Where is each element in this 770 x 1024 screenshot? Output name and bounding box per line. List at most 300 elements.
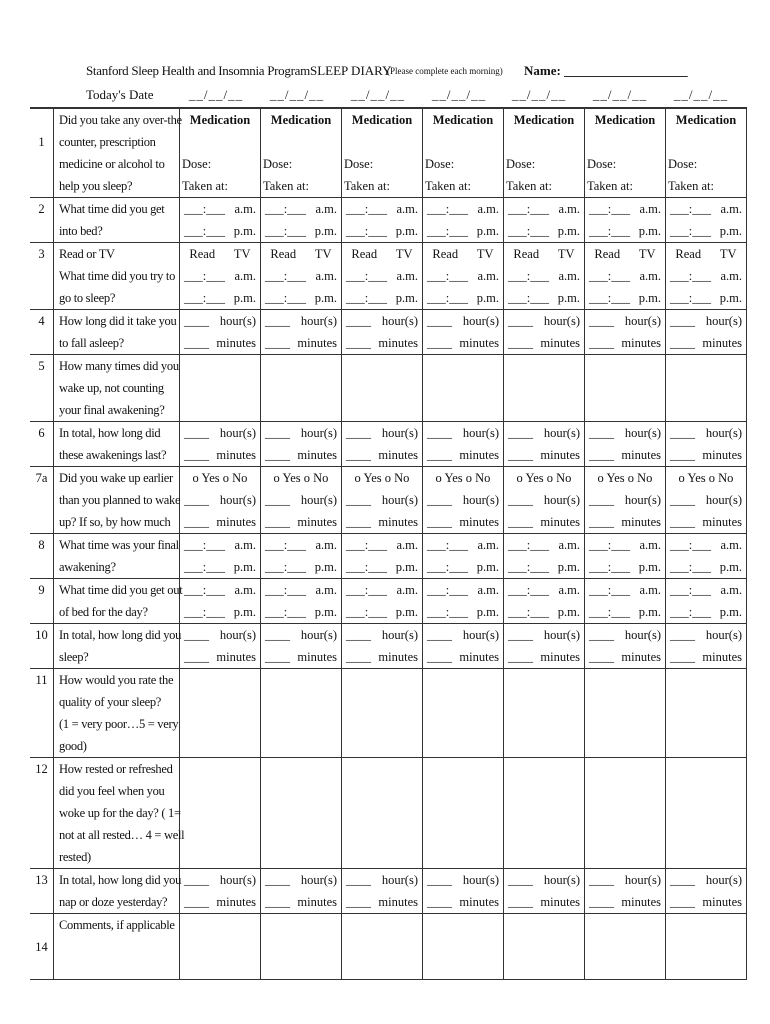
question-text: [54, 869, 180, 914]
day-cell[interactable]: [423, 669, 504, 758]
hours-field[interactable]: ____: [346, 493, 371, 507]
minutes-field[interactable]: ____: [427, 650, 452, 664]
tv-option[interactable]: TV: [638, 247, 656, 261]
cell-line: [342, 265, 422, 287]
yes-no-option[interactable]: o Yes o No: [273, 471, 329, 485]
hours-label: hour(s): [381, 873, 418, 887]
day-cell[interactable]: [585, 914, 666, 980]
yes-no-option[interactable]: o Yes o No: [354, 471, 410, 485]
question-number: [30, 467, 54, 534]
cell-line: [423, 489, 503, 511]
hours-field[interactable]: ____: [589, 426, 614, 440]
time-field[interactable]: ___:___: [427, 605, 468, 619]
read-option[interactable]: Read: [270, 247, 297, 261]
day-cell[interactable]: [180, 914, 261, 980]
time-field[interactable]: ___:___: [670, 202, 711, 216]
day-cell[interactable]: [180, 669, 261, 758]
minutes-field[interactable]: ____: [184, 336, 209, 350]
cell-line: [57, 646, 179, 668]
time-field[interactable]: ___:___: [265, 560, 306, 574]
day-cell: [423, 422, 504, 467]
hours-field[interactable]: ____: [346, 873, 371, 887]
read-option[interactable]: Read: [675, 247, 702, 261]
day-cell[interactable]: [585, 669, 666, 758]
time-field[interactable]: ___:___: [508, 560, 549, 574]
minutes-field[interactable]: ____: [670, 515, 695, 529]
tv-option[interactable]: TV: [557, 247, 575, 261]
time-field[interactable]: ___:___: [427, 202, 468, 216]
hours-label: hour(s): [462, 873, 499, 887]
pm-label: p.m.: [233, 291, 256, 305]
day-cell: [423, 579, 504, 624]
time-field[interactable]: ___:___: [589, 560, 630, 574]
dose-field[interactable]: Dose:: [668, 157, 698, 171]
minutes-label: minutes: [702, 336, 742, 350]
question-line: How long did it take you: [59, 314, 177, 328]
minutes-field[interactable]: ____: [427, 336, 452, 350]
time-field[interactable]: ___:___: [265, 291, 306, 305]
question-row: [30, 198, 747, 243]
time-field[interactable]: ___:___: [670, 560, 711, 574]
time-field[interactable]: ___:___: [589, 583, 630, 597]
minutes-field[interactable]: ____: [508, 448, 533, 462]
time-field[interactable]: ___:___: [427, 291, 468, 305]
cell-line: [504, 198, 584, 220]
time-field[interactable]: ___:___: [184, 224, 225, 238]
hours-field[interactable]: ____: [508, 873, 533, 887]
question-line: What time did you try to: [59, 269, 176, 283]
time-field[interactable]: ___:___: [346, 202, 387, 216]
day-cell[interactable]: [423, 758, 504, 869]
minutes-field[interactable]: ____: [670, 336, 695, 350]
hours-field[interactable]: ____: [265, 314, 290, 328]
cell-line: [180, 198, 260, 220]
pm-label: p.m.: [395, 605, 418, 619]
minutes-field[interactable]: ____: [589, 515, 614, 529]
pm-label: p.m.: [314, 605, 337, 619]
day-cell: [585, 624, 666, 669]
minutes-label: minutes: [378, 515, 418, 529]
day-cell[interactable]: [342, 914, 423, 980]
yes-no-option[interactable]: o Yes o No: [192, 471, 248, 485]
hours-label: hour(s): [300, 314, 337, 328]
question-line: How rested or refreshed: [59, 762, 173, 776]
minutes-field[interactable]: ____: [265, 448, 290, 462]
question-row: [30, 869, 747, 914]
tv-option[interactable]: TV: [395, 247, 413, 261]
question-number-text: 10: [35, 628, 48, 642]
day-cell[interactable]: [423, 914, 504, 980]
time-field[interactable]: ___:___: [184, 605, 225, 619]
time-field[interactable]: ___:___: [346, 605, 387, 619]
taken-at-field[interactable]: Taken at:: [668, 179, 714, 193]
question-number-text: 8: [38, 538, 45, 552]
hours-field[interactable]: ____: [346, 628, 371, 642]
minutes-field[interactable]: ____: [670, 448, 695, 462]
time-field[interactable]: ___:___: [427, 269, 468, 283]
day-cell[interactable]: [666, 758, 747, 869]
minutes-field[interactable]: ____: [184, 515, 209, 529]
question-line: Did you wake up earlier: [59, 471, 173, 485]
yes-no-option[interactable]: o Yes o No: [597, 471, 653, 485]
minutes-field[interactable]: ____: [589, 650, 614, 664]
minutes-field[interactable]: ____: [427, 895, 452, 909]
time-field[interactable]: ___:___: [184, 560, 225, 574]
day-cell[interactable]: [666, 914, 747, 980]
hours-field[interactable]: ____: [508, 426, 533, 440]
read-option[interactable]: Read: [432, 247, 459, 261]
time-field[interactable]: ___:___: [184, 202, 225, 216]
hours-field[interactable]: ____: [670, 493, 695, 507]
minutes-field[interactable]: ____: [670, 895, 695, 909]
question-number-text: 6: [38, 426, 45, 440]
day-cell[interactable]: [261, 669, 342, 758]
question-line: What time did you get: [59, 202, 165, 216]
question-row: [30, 534, 747, 579]
day-cell[interactable]: [504, 758, 585, 869]
date-field[interactable]: __/__/__: [188, 87, 244, 102]
hours-field[interactable]: ____: [670, 426, 695, 440]
day-cell: [423, 534, 504, 579]
question-row: [30, 579, 747, 624]
date-field[interactable]: __/__/__: [673, 87, 729, 102]
pm-label: p.m.: [638, 560, 661, 574]
day-cell: [423, 310, 504, 355]
cell-line: [585, 198, 665, 220]
time-field[interactable]: ___:___: [508, 291, 549, 305]
hours-field[interactable]: ____: [670, 873, 695, 887]
question-number-text: 14: [35, 940, 48, 954]
hours-field[interactable]: ____: [670, 314, 695, 328]
cell-line: [180, 534, 260, 556]
minutes-field[interactable]: ____: [184, 895, 209, 909]
time-field[interactable]: ___:___: [427, 538, 468, 552]
time-field[interactable]: ___:___: [589, 202, 630, 216]
dose-field[interactable]: Dose:: [425, 157, 455, 171]
question-number: [30, 758, 54, 869]
taken-at-field[interactable]: Taken at:: [344, 179, 390, 193]
hours-field[interactable]: ____: [265, 628, 290, 642]
cell-line: [423, 579, 503, 601]
hours-field[interactable]: ____: [184, 314, 209, 328]
taken-at-field[interactable]: Taken at:: [182, 179, 228, 193]
minutes-field[interactable]: ____: [346, 336, 371, 350]
cell-line: [180, 265, 260, 287]
read-option[interactable]: Read: [513, 247, 540, 261]
time-field[interactable]: ___:___: [589, 291, 630, 305]
cell-line: [180, 489, 260, 511]
minutes-field[interactable]: ____: [508, 895, 533, 909]
time-field[interactable]: ___:___: [427, 583, 468, 597]
hours-field[interactable]: ____: [184, 493, 209, 507]
hours-label: hour(s): [705, 314, 742, 328]
cell-line: [342, 646, 422, 668]
am-label: a.m.: [396, 538, 418, 552]
date-field[interactable]: __/__/__: [431, 87, 487, 102]
hours-label: hour(s): [300, 426, 337, 440]
cell-line: [180, 332, 260, 354]
question-line: of bed for the day?: [59, 605, 148, 619]
cell-line: [585, 332, 665, 354]
cell-line: [504, 444, 584, 466]
cell-line: [180, 624, 260, 646]
day-cell[interactable]: [504, 355, 585, 422]
day-cell[interactable]: [342, 355, 423, 422]
cell-line: [585, 310, 665, 332]
cell-line: [423, 175, 503, 197]
day-cell[interactable]: [342, 758, 423, 869]
hours-field[interactable]: ____: [427, 873, 452, 887]
minutes-field[interactable]: ____: [589, 336, 614, 350]
minutes-field[interactable]: ____: [589, 895, 614, 909]
hours-field[interactable]: ____: [508, 314, 533, 328]
day-cell[interactable]: [666, 355, 747, 422]
time-field[interactable]: ___:___: [508, 583, 549, 597]
time-field[interactable]: ___:___: [508, 605, 549, 619]
dose-field[interactable]: Dose:: [263, 157, 293, 171]
time-field[interactable]: ___:___: [427, 224, 468, 238]
cell-line: [666, 489, 746, 511]
minutes-field[interactable]: ____: [184, 448, 209, 462]
question-number: [30, 108, 54, 198]
cell-line: [423, 891, 503, 913]
day-cell[interactable]: [180, 758, 261, 869]
taken-at-field[interactable]: Taken at:: [587, 179, 633, 193]
day-cell[interactable]: [423, 355, 504, 422]
minutes-field[interactable]: ____: [265, 336, 290, 350]
day-cell[interactable]: [504, 669, 585, 758]
minutes-field[interactable]: ____: [427, 515, 452, 529]
cell-line: [342, 109, 422, 131]
cell-line: [57, 444, 179, 466]
cell-line: [57, 758, 179, 780]
hours-label: hour(s): [705, 628, 742, 642]
tv-option[interactable]: TV: [476, 247, 494, 261]
am-label: a.m.: [477, 583, 499, 597]
minutes-field[interactable]: ____: [346, 515, 371, 529]
day-cell[interactable]: [261, 914, 342, 980]
minutes-field[interactable]: ____: [508, 650, 533, 664]
minutes-field[interactable]: ____: [508, 515, 533, 529]
time-field[interactable]: ___:___: [184, 538, 225, 552]
time-field[interactable]: ___:___: [589, 605, 630, 619]
time-field[interactable]: ___:___: [265, 538, 306, 552]
am-label: a.m.: [477, 538, 499, 552]
date-field[interactable]: __/__/__: [350, 87, 406, 102]
tv-option[interactable]: TV: [233, 247, 251, 261]
time-field[interactable]: ___:___: [670, 605, 711, 619]
hours-field[interactable]: ____: [589, 314, 614, 328]
time-field[interactable]: ___:___: [265, 269, 306, 283]
yes-no-option[interactable]: o Yes o No: [516, 471, 572, 485]
time-field[interactable]: ___:___: [670, 583, 711, 597]
hours-field[interactable]: ____: [589, 628, 614, 642]
taken-at-field[interactable]: Taken at:: [263, 179, 309, 193]
dose-field[interactable]: Dose:: [587, 157, 617, 171]
hours-field[interactable]: ____: [265, 426, 290, 440]
hours-field[interactable]: ____: [427, 493, 452, 507]
minutes-field[interactable]: ____: [346, 448, 371, 462]
taken-at-field[interactable]: Taken at:: [506, 179, 552, 193]
day-cell[interactable]: [585, 758, 666, 869]
hours-field[interactable]: ____: [265, 873, 290, 887]
time-field[interactable]: ___:___: [184, 291, 225, 305]
day-cell[interactable]: [261, 355, 342, 422]
am-label: a.m.: [639, 583, 661, 597]
cell-line: [57, 109, 182, 131]
time-field[interactable]: ___:___: [670, 224, 711, 238]
time-field[interactable]: ___:___: [589, 269, 630, 283]
day-cell: [261, 534, 342, 579]
cell-line: [585, 175, 665, 197]
cell-line: [57, 243, 179, 265]
hours-field[interactable]: ____: [184, 426, 209, 440]
question-row: [30, 467, 747, 534]
day-cell: [504, 243, 585, 310]
minutes-field[interactable]: ____: [670, 650, 695, 664]
cell-line: [504, 109, 584, 131]
day-cell[interactable]: [342, 669, 423, 758]
cell-line: [180, 601, 260, 623]
yes-no-option[interactable]: o Yes o No: [678, 471, 734, 485]
date-field[interactable]: __/__/__: [511, 87, 567, 102]
cell-line: [261, 131, 341, 153]
minutes-field[interactable]: ____: [346, 895, 371, 909]
hours-field[interactable]: ____: [427, 426, 452, 440]
question-line: How would you rate the: [59, 673, 174, 687]
time-field[interactable]: ___:___: [265, 202, 306, 216]
tv-option[interactable]: TV: [314, 247, 332, 261]
pm-label: p.m.: [314, 560, 337, 574]
hours-field[interactable]: ____: [589, 873, 614, 887]
hours-field[interactable]: ____: [427, 628, 452, 642]
hours-field[interactable]: ____: [508, 628, 533, 642]
cell-line: [57, 556, 179, 578]
question-text: [54, 579, 183, 624]
cell-line: [261, 175, 341, 197]
day-cell[interactable]: [261, 758, 342, 869]
time-field[interactable]: ___:___: [346, 538, 387, 552]
taken-at-field[interactable]: Taken at:: [425, 179, 471, 193]
question-number-text: 7a: [35, 471, 48, 485]
minutes-field[interactable]: ____: [508, 336, 533, 350]
minutes-field[interactable]: ____: [346, 650, 371, 664]
time-field[interactable]: ___:___: [589, 224, 630, 238]
name-field[interactable]: Name: ___________________: [524, 63, 688, 78]
hours-field[interactable]: ____: [589, 493, 614, 507]
time-field[interactable]: ___:___: [346, 224, 387, 238]
yes-no-option[interactable]: o Yes o No: [435, 471, 491, 485]
read-option[interactable]: Read: [189, 247, 216, 261]
minutes-field[interactable]: ____: [265, 650, 290, 664]
question-number: [30, 579, 54, 624]
time-field[interactable]: ___:___: [427, 560, 468, 574]
day-cell: [342, 534, 423, 579]
question-text: [54, 422, 180, 467]
time-field[interactable]: ___:___: [265, 605, 306, 619]
question-number: [30, 669, 54, 758]
hours-field[interactable]: ____: [346, 314, 371, 328]
question-line: rested): [59, 850, 91, 864]
cell-line: [585, 109, 665, 131]
time-field[interactable]: ___:___: [670, 269, 711, 283]
dose-field[interactable]: Dose:: [182, 157, 212, 171]
read-option[interactable]: Read: [594, 247, 621, 261]
dose-field[interactable]: Dose:: [344, 157, 374, 171]
time-field[interactable]: ___:___: [265, 224, 306, 238]
cell-line: [342, 579, 422, 601]
day-cell: [261, 310, 342, 355]
tv-option[interactable]: TV: [719, 247, 737, 261]
am-label: a.m.: [558, 583, 580, 597]
hours-label: hour(s): [543, 426, 580, 440]
time-field[interactable]: ___:___: [589, 538, 630, 552]
time-field[interactable]: ___:___: [184, 583, 225, 597]
minutes-label: minutes: [378, 448, 418, 462]
day-cell[interactable]: [666, 669, 747, 758]
am-label: a.m.: [234, 269, 256, 283]
hours-label: hour(s): [219, 426, 256, 440]
time-field[interactable]: ___:___: [184, 269, 225, 283]
hours-field[interactable]: ____: [427, 314, 452, 328]
date-field[interactable]: __/__/__: [269, 87, 325, 102]
time-field[interactable]: ___:___: [346, 560, 387, 574]
hours-field[interactable]: ____: [670, 628, 695, 642]
time-field[interactable]: ___:___: [346, 269, 387, 283]
question-number-text: 5: [38, 359, 45, 373]
hours-field[interactable]: ____: [184, 628, 209, 642]
question-line: help you sleep?: [59, 179, 133, 193]
time-field[interactable]: ___:___: [508, 538, 549, 552]
minutes-field[interactable]: ____: [184, 650, 209, 664]
minutes-label: minutes: [297, 336, 337, 350]
hours-field[interactable]: ____: [346, 426, 371, 440]
question-line: What time did you get out: [59, 583, 183, 597]
time-field[interactable]: ___:___: [670, 538, 711, 552]
day-cell: [180, 422, 261, 467]
cell-line: [57, 175, 179, 197]
cell-line: [423, 467, 503, 489]
question-line: quality of your sleep?: [59, 695, 162, 709]
cell-line: [666, 891, 746, 913]
date-field[interactable]: __/__/__: [592, 87, 648, 102]
time-field[interactable]: ___:___: [346, 291, 387, 305]
minutes-field[interactable]: ____: [589, 448, 614, 462]
day-cell[interactable]: [504, 914, 585, 980]
time-field[interactable]: ___:___: [508, 269, 549, 283]
read-option[interactable]: Read: [351, 247, 378, 261]
day-cell[interactable]: [585, 355, 666, 422]
hours-field[interactable]: ____: [508, 493, 533, 507]
minutes-label: minutes: [702, 448, 742, 462]
time-field[interactable]: ___:___: [508, 224, 549, 238]
dose-field[interactable]: Dose:: [506, 157, 536, 171]
minutes-field[interactable]: ____: [265, 515, 290, 529]
time-field[interactable]: ___:___: [265, 583, 306, 597]
minutes-field[interactable]: ____: [265, 895, 290, 909]
day-cell: [342, 243, 423, 310]
time-field[interactable]: ___:___: [670, 291, 711, 305]
cell-line: [57, 310, 179, 332]
day-cell[interactable]: [180, 355, 261, 422]
am-label: a.m.: [234, 583, 256, 597]
hours-field[interactable]: ____: [184, 873, 209, 887]
time-field[interactable]: ___:___: [346, 583, 387, 597]
minutes-field[interactable]: ____: [427, 448, 452, 462]
hours-field[interactable]: ____: [265, 493, 290, 507]
minutes-label: minutes: [459, 515, 499, 529]
time-field[interactable]: ___:___: [508, 202, 549, 216]
